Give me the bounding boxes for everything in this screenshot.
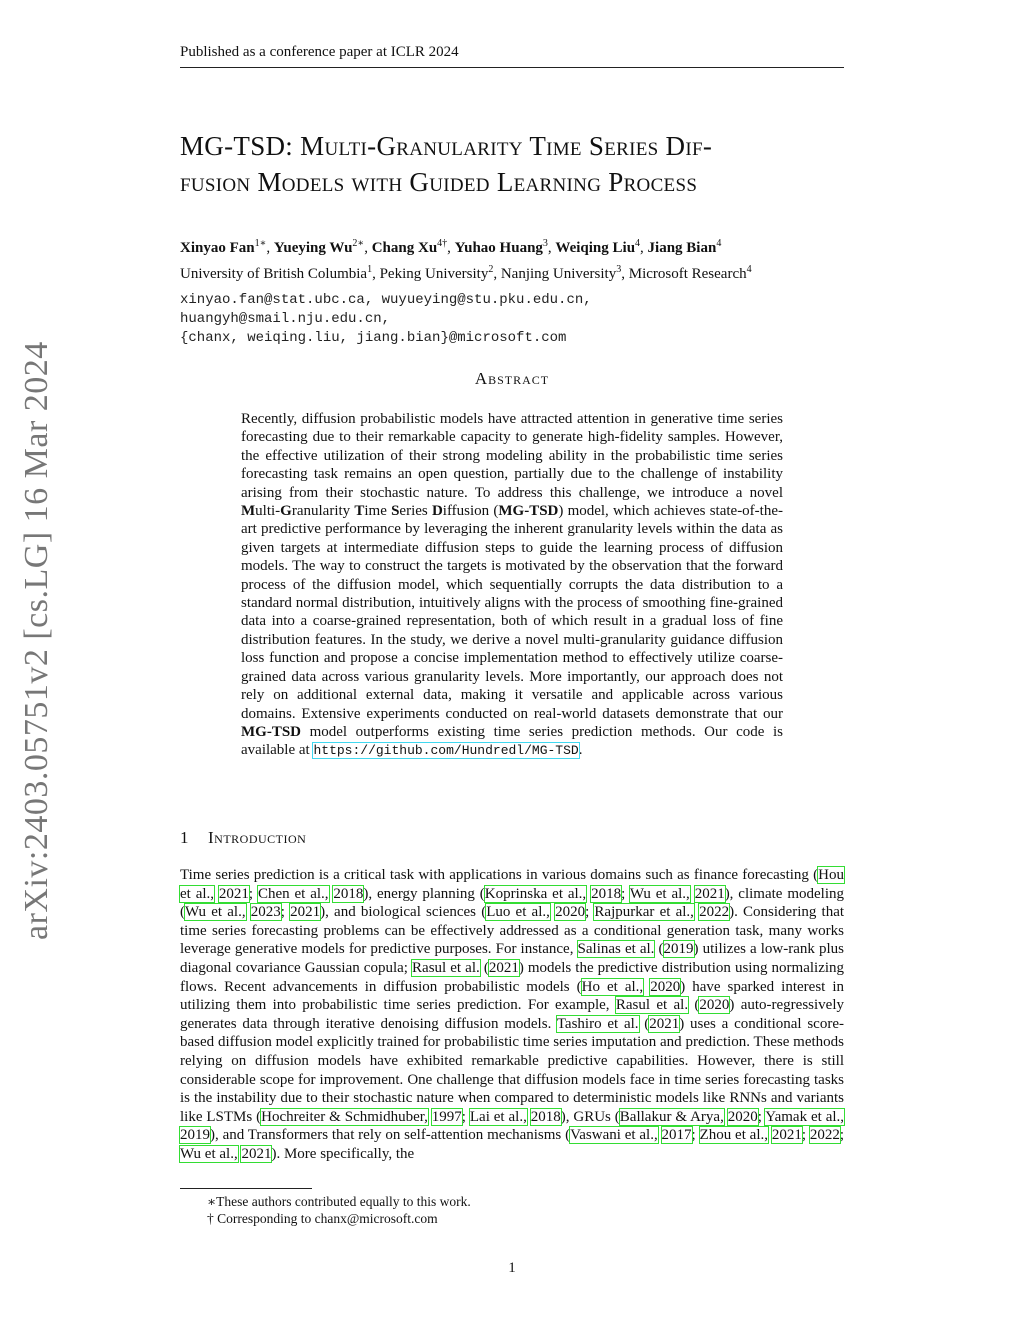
citation-link[interactable]: 2020: [650, 978, 681, 995]
citation-link[interactable]: Rasul et al.: [615, 997, 689, 1014]
introduction-body: [180, 866, 844, 1164]
citation-link[interactable]: 2021: [241, 1145, 272, 1162]
intro-text: ;: [757, 1108, 766, 1125]
citation-link[interactable]: 2017: [661, 1127, 692, 1144]
affiliation-sup: 3: [616, 264, 622, 275]
intro-text: ) uses a conditional score-based diffusion model explicitly trained for probabilistic time series imputation and prediction. These methods relying on diffusion models have exhibited remarkable predictive capabilities. However, there is still considerable scope for improvement. One challenge that diffusion models face in time series forecasting tasks is the instability due to their stochastic nature when compared to deterministic models like RNNs and variants like LSTMs (: [180, 1015, 844, 1125]
citation-link[interactable]: 2018: [530, 1108, 561, 1125]
author-name: Xinyao Fan: [180, 240, 255, 256]
author-list: Xinyao Fan$^{1∗}$, Yueying $Wu^{2∗}$, Chang $Xu^{4\dagger}$, Yuhao Huang$^3$, Weiqing Liu$^4$, Jiang Bian$^4$: [180, 238, 722, 256]
section-heading: [180, 828, 844, 848]
email-line: huangyh@smail.nju.edu.cn,: [180, 311, 391, 327]
intro-text: ) auto-regressively generates data through iterative denoising diffusion models.: [180, 997, 844, 1032]
author-sup: 4: [635, 238, 641, 249]
abstract-text: Recently, diffusion probabilistic models have attracted attention in generative time series forecasting due to their remarkable capacity to generate high-fidelity samples. However, the effective utilization of their strong modeling ability in the probabilistic time series forecasting task remains an open question, partially due to the challenge of instability arising from their stochastic nature. To address this challenge, we introduce a novel: [241, 411, 783, 501]
author-name: Yuhao Huang: [454, 240, 543, 256]
intro-text: ), climate modeling (: [180, 885, 844, 921]
intro-text: ). More specifically, the: [271, 1145, 415, 1162]
citation-link[interactable]: Wu et al.,: [185, 904, 246, 921]
abstract-bold: T: [354, 503, 365, 520]
author-sup: 4†: [437, 238, 448, 249]
email-line: {chanx, weiqing.liu, jiang.bian}@microsoft.com: [180, 330, 567, 346]
intro-text: Time series prediction is a critical task with applications in various domains such as finance forecasting (: [180, 867, 819, 883]
author-name: Weiqing Liu: [555, 240, 636, 256]
intro-text: ;: [461, 1108, 470, 1125]
citation-link[interactable]: Koprinska et al.,: [484, 885, 587, 902]
abstract-body: [241, 410, 783, 761]
email-block: [180, 291, 844, 348]
running-header: Published as a conference paper at ICLR 2024: [180, 44, 844, 68]
section-title: Introduction: [208, 828, 307, 847]
code-link[interactable]: https://github.com/Hundredl/MG-TSD: [313, 743, 579, 759]
abstract-paragraph: [241, 410, 783, 761]
intro-text: ;: [621, 885, 630, 902]
citation-link[interactable]: 2022: [699, 904, 730, 921]
citation-link[interactable]: Wu et al.,: [180, 1145, 238, 1162]
intro-text: ;: [248, 885, 258, 902]
citation-link[interactable]: Hochreiter & Schmidhuber,: [261, 1108, 428, 1125]
citation-link[interactable]: Zhou et al.,: [699, 1127, 769, 1144]
author-block: [180, 233, 844, 285]
author-sup: 1∗: [254, 238, 267, 249]
intro-text: ;: [585, 904, 595, 921]
affiliation-sup: 1: [367, 264, 373, 275]
citation-link[interactable]: 2018: [333, 885, 364, 902]
title-line-1: MG-TSD: Multi-Granularity Time Series Dif-: [180, 131, 713, 161]
abstract-text: iffusion (: [442, 503, 499, 520]
intro-text: [690, 886, 695, 902]
affiliation-list: University of British Columbia$^1$, Peking University$^2$, Nanjing University$^3$, Microsoft Research$^4$: [180, 264, 752, 282]
abstract-text: ranularity: [291, 503, 355, 520]
footnote-equal-contribution: ∗These authors contributed equally to this work.: [207, 1194, 471, 1209]
footnotes: [207, 1193, 827, 1227]
intro-text: ) have sparked interest in utilizing them into probabilistic time series prediction. For example,: [180, 978, 845, 1014]
citation-link[interactable]: Chen et al.,: [257, 885, 329, 902]
citation-link[interactable]: 2019: [180, 1127, 210, 1144]
title-line-2: fusion Models with Guided Learning Process: [180, 167, 698, 197]
affiliation: Peking University: [379, 266, 489, 282]
abstract-text: eries: [399, 503, 432, 520]
citation-link[interactable]: 2021: [649, 1015, 680, 1032]
citation-link[interactable]: 2018: [591, 885, 622, 902]
intro-text: ;: [280, 904, 291, 921]
citation-link[interactable]: Rasul et al.: [412, 959, 480, 976]
citation-link[interactable]: Vaswani et al.,: [570, 1127, 658, 1144]
paper-title: [180, 128, 844, 200]
author-sup: 3: [542, 238, 548, 249]
citation-link[interactable]: Tashiro et al.: [556, 1015, 639, 1032]
citation-link[interactable]: Lai et al.,: [469, 1108, 527, 1125]
affiliation-sup: 2: [488, 264, 494, 275]
citation-link[interactable]: Yamak et al.,: [765, 1108, 845, 1125]
citation-link[interactable]: Ho et al.,: [581, 978, 644, 995]
citation-link[interactable]: 2023: [250, 904, 281, 921]
intro-text: ;: [839, 1127, 845, 1144]
abstract-bold: MG-TSD: [498, 503, 559, 520]
intro-text: (: [688, 997, 700, 1014]
author-sup: 4: [716, 238, 722, 249]
affiliation-sup: 4: [746, 264, 752, 275]
citation-link[interactable]: 2021: [771, 1127, 802, 1144]
abstract-bold: G: [280, 503, 292, 520]
citation-link[interactable]: 2019: [663, 941, 694, 958]
citation-link[interactable]: Salinas et al.: [577, 941, 655, 958]
citation-link[interactable]: 2021: [694, 885, 725, 902]
section-number: 1: [180, 828, 189, 847]
abstract-text: model outperforms existing time series prediction methods. Our code is available at: [241, 723, 783, 759]
citation-link[interactable]: 1997: [431, 1108, 462, 1125]
intro-text: ) utilizes a low-rank plus diagonal covariance Gaussian copula;: [180, 941, 844, 976]
citation-link[interactable]: 2020: [555, 904, 586, 921]
intro-text: [246, 904, 251, 920]
intro-text: ), and Transformers that rely on self-attention mechanisms (: [210, 1127, 571, 1144]
footnote-divider: [180, 1188, 312, 1189]
citation-link[interactable]: Ballakur & Arya,: [619, 1108, 724, 1125]
intro-text: (: [654, 941, 664, 958]
abstract-text: .: [578, 742, 583, 759]
abstract-text: ime: [364, 503, 392, 520]
email-line: xinyao.fan@stat.ubc.ca, wuyueying@stu.pku.edu.cn,: [180, 292, 592, 308]
citation-link[interactable]: 2021: [290, 904, 321, 921]
intro-text: ;: [691, 1127, 700, 1144]
abstract-bold: D: [431, 503, 443, 520]
abstract-bold: S: [391, 503, 400, 520]
footnote-corresponding: † Corresponding to chanx@microsoft.com: [207, 1211, 438, 1226]
affiliation: Microsoft Research: [628, 266, 747, 282]
affiliation: Nanjing University: [500, 266, 617, 282]
citation-link[interactable]: 2021: [488, 959, 519, 976]
intro-text: ). Considering that time series forecasting problems can be effectively addressed as a conditional generation task, many works leverage generative models for predictive purposes. For instance,: [180, 904, 845, 958]
author-name: Jiang Bian: [647, 240, 717, 256]
citation-link[interactable]: Rajpurkar et al.,: [594, 904, 694, 921]
author-name: Yueying Wu: [273, 240, 353, 256]
intro-text: ), GRUs (: [560, 1108, 620, 1125]
abstract-bold: M: [241, 503, 256, 520]
intro-text: ;: [801, 1127, 810, 1144]
citation-link[interactable]: Luo et al.,: [486, 904, 550, 921]
abstract-text: ) model, which achieves state-of-the-art predictive performance by leveraging the inherent granularity levels within the data as given targets at intermediate diffusion steps to guide the learning process of diffusion models. The way to construct the targets is motivated by the observation that the forward process of the diffusion model, which sequentially corrupts the data distribution to a standard normal distribution, intuitively aligns with the process of smoothing fine-grained data into a coarse-grained representation, both of which result in a gradual loss of fine distribution features. In the study, we derive a novel multi-granularity guidance diffusion loss function and propose a concise implementation method to effectively utilize coarse-grained data across various granularity levels. More importantly, our approach does not rely on additional external data, making it versatile and applicable across various domains. Extensive experiments conducted on real-world datasets demonstrate that our: [241, 503, 783, 722]
affiliation: University of British Columbia: [180, 266, 368, 282]
intro-text: ), and biological sciences (: [320, 904, 487, 921]
intro-text: (: [638, 1015, 650, 1032]
citation-link[interactable]: Wu et al.,: [629, 885, 690, 902]
intro-text: ), energy planning (: [363, 885, 485, 902]
abstract-heading: Abstract: [474, 369, 550, 388]
author-sup: 2∗: [352, 238, 365, 249]
intro-text: ) models the predictive distribution using normalizing flows. Recent advancements in diffusion probabilistic models (: [180, 959, 845, 995]
citation-link[interactable]: 2020: [699, 997, 730, 1014]
arxiv-identifier[interactable]: arXiv:2403.05751v2 [cs.LG] 16 Mar 2024: [18, 341, 55, 940]
author-name: Chang Xu: [371, 240, 438, 256]
abstract-bold: MG-TSD: [241, 723, 301, 740]
intro-paragraph: [180, 866, 844, 1164]
citation-link[interactable]: 2020: [727, 1108, 758, 1125]
citation-link[interactable]: 2021: [218, 885, 249, 902]
intro-text: [658, 1127, 662, 1143]
intro-text: (: [479, 959, 489, 976]
citation-link[interactable]: 2022: [809, 1127, 840, 1144]
citation-link[interactable]: Hou et al.,: [180, 867, 844, 902]
page-number: 1: [508, 1260, 516, 1276]
abstract-text: ulti-: [255, 503, 281, 520]
